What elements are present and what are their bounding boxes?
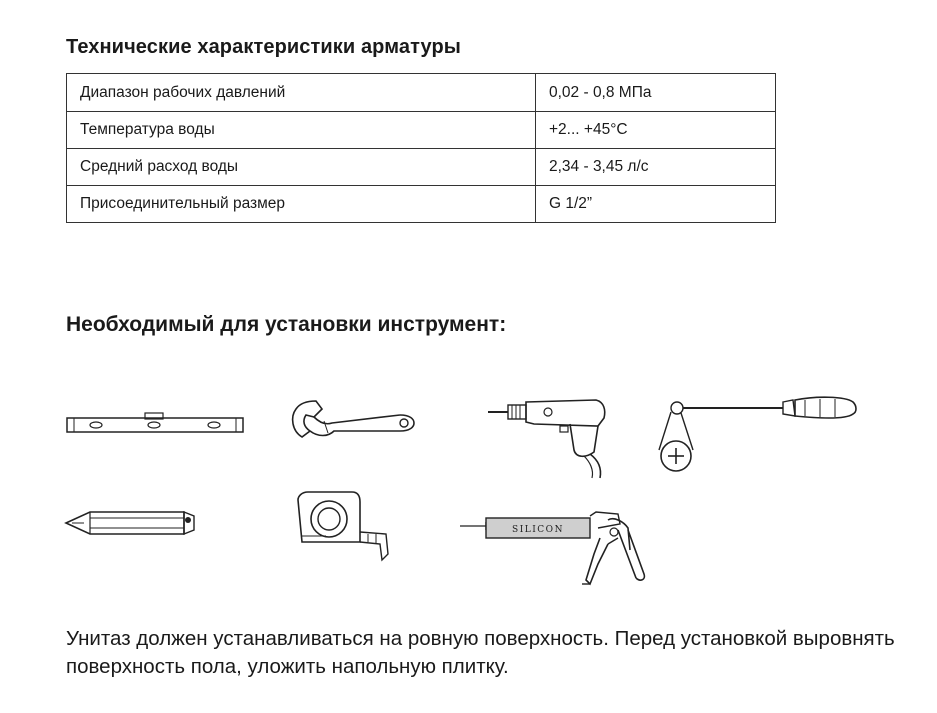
spec-label: Средний расход воды: [67, 149, 536, 186]
spec-value: 2,34 - 3,45 л/с: [536, 149, 776, 186]
spec-value: +2... +45°C: [536, 112, 776, 149]
spec-label: Присоединительный размер: [67, 186, 536, 223]
marker-icon: [64, 506, 204, 540]
spirit-level-icon: [66, 412, 246, 438]
spec-label: Температура воды: [67, 112, 536, 149]
specs-title: Технические характеристики арматуры: [66, 36, 461, 58]
table-row: [67, 112, 776, 149]
specs-table: [66, 73, 776, 223]
drill-icon: [486, 392, 616, 480]
wrench-icon: [288, 397, 418, 447]
tools-title: Необходимый для установки инструмент:: [66, 313, 507, 336]
spec-label: Диапазон рабочих давлений: [67, 74, 536, 112]
sealant-gun-icon: [458, 508, 648, 590]
table-row: [67, 149, 776, 186]
tape-measure-icon: [296, 486, 396, 566]
sealant-label: SILICON: [512, 525, 564, 535]
table-row: [67, 186, 776, 223]
table-row: [67, 74, 776, 112]
spec-value: 0,02 - 0,8 МПа: [536, 74, 776, 112]
installation-note: Унитаз должен устанавливаться на ровную поверхность. Перед установкой выровнять поверхность пола, уложить напольную плитку.: [66, 627, 895, 678]
spec-value: G 1/2”: [536, 186, 776, 223]
screwdriver-icon: [655, 394, 860, 474]
